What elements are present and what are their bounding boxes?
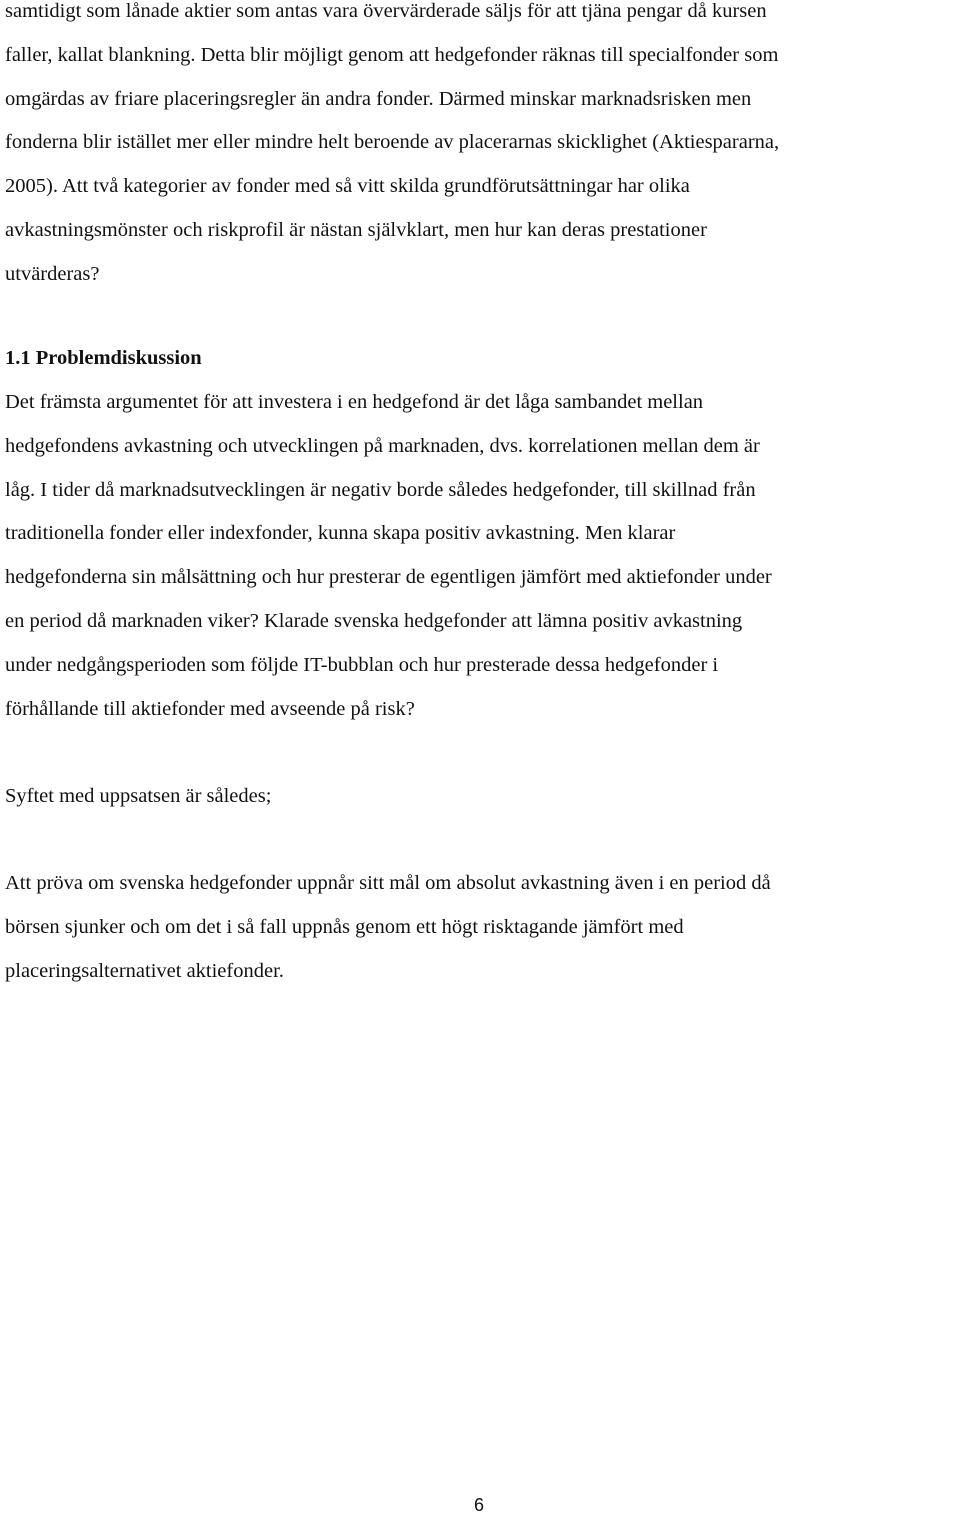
body-paragraph-syfte: Att pröva om svenska hedgefonder uppnår sitt mål om absolut avkastning även i en period då börsen sjunker och om det i så fall uppnås genom ett högt risktagande jämfört med placeringsalternativet aktiefonder.: [5, 872, 771, 982]
page-number: 6: [474, 1495, 485, 1515]
section-heading: 1.1 Problemdiskussion: [5, 347, 202, 369]
body-paragraph-blankning: samtidigt som lånade aktier som antas vara övervärderade säljs för att tjäna pengar då kursen faller, kallat blankning. Detta blir möjligt genom att hedgefonder räknas till specialfonder som omgärdas av friare placeringsregler än andra fonder. Därmed minskar marknadsrisken men fonderna blir istället mer eller mindre helt beroende av placerarnas skicklighet (Aktiespararna, 2005). Att två kategorier av fonder med så vitt skilda grundförutsättningar har olika avkastningsmönster och riskprofil är nästan självklart, men hur kan deras prestationer utvärderas?: [5, 0, 780, 285]
body-paragraph-syfte-intro: Syftet med uppsatsen är således;: [5, 785, 272, 807]
body-paragraph-problemdiskussion: Det främsta argumentet för att investera i en hedgefond är det låga sambandet mellan hedgefondens avkastning och utvecklingen på marknaden, dvs. korrelationen mellan dem är låg. I tider då marknadsutvecklingen är negativ borde således hedgefonder, till skillnad från traditionella fonder eller indexfonder, kunna skapa positiv avkastning. Men klarar hedgefonderna sin målsättning och hur presterar de egentligen jämfört med aktiefonder under en period då marknaden viker? Klarade svenska hedgefonder att lämna positiv avkastning under nedgångsperioden som följde IT-bubblan och hur presterade dessa hedgefonder i förhållande till aktiefonder med avseende på risk?: [5, 391, 772, 720]
